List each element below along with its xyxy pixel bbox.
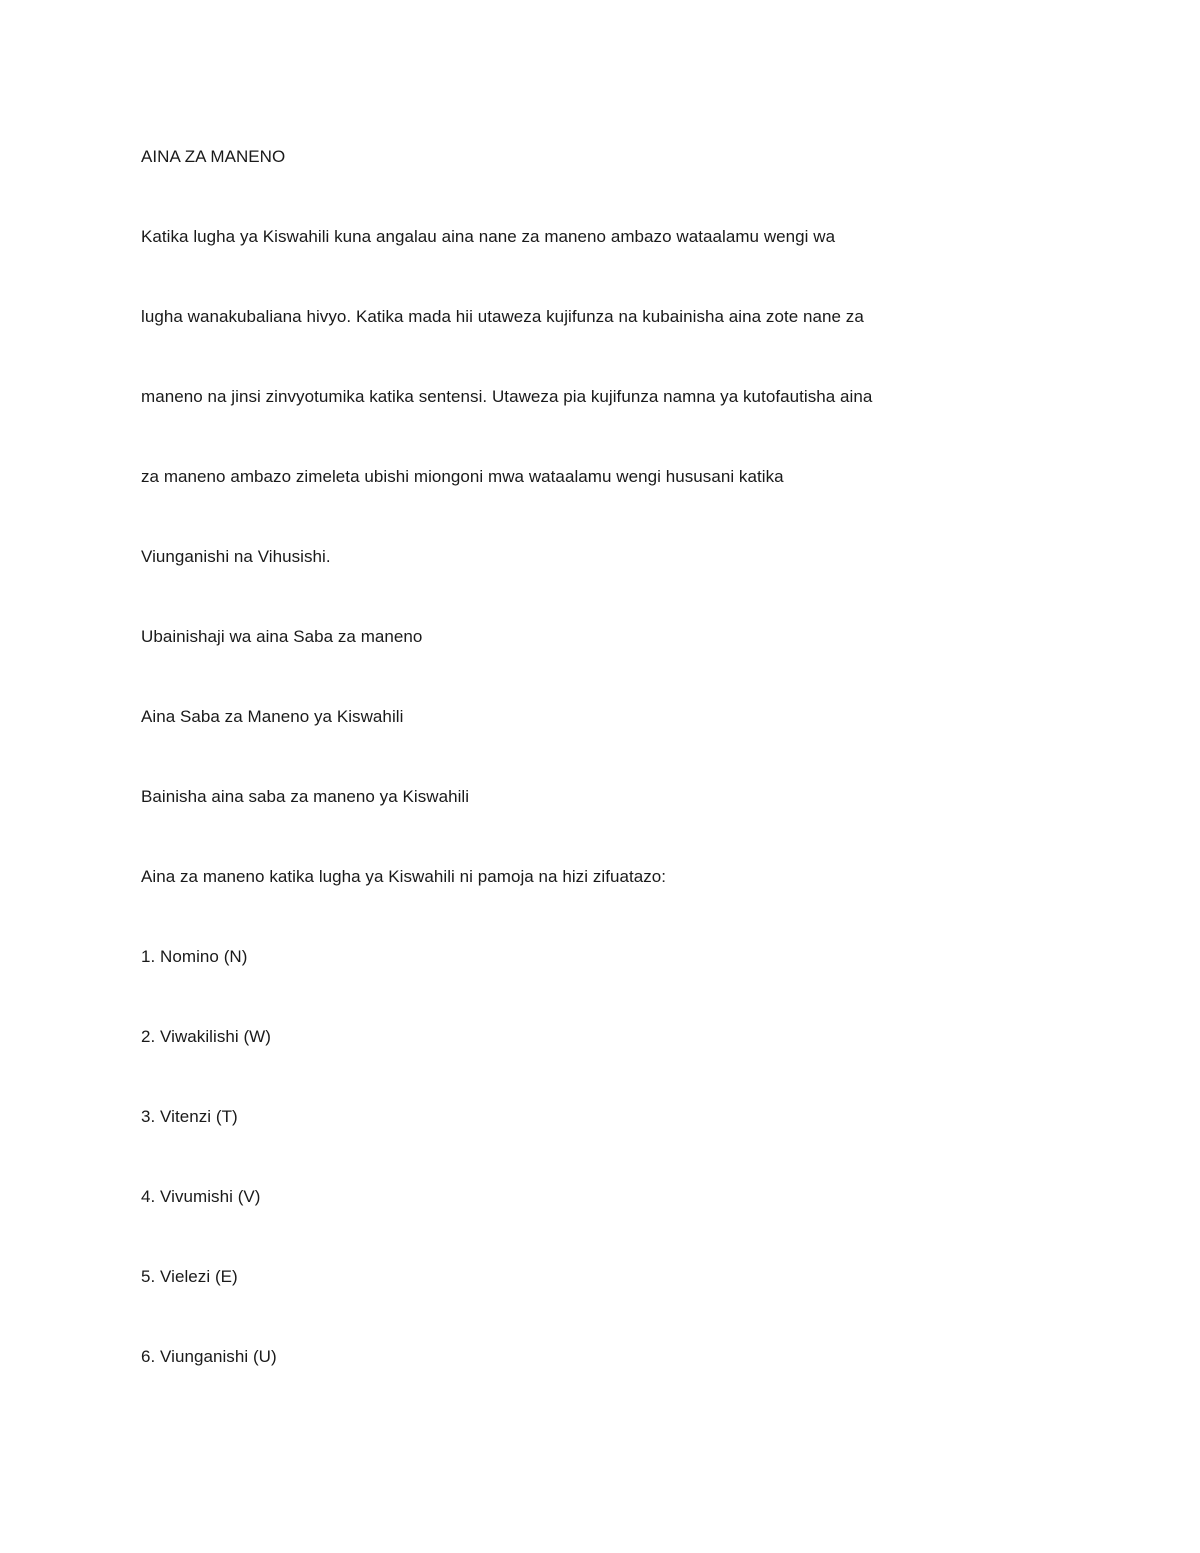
subheading-aina-saba: Aina Saba za Maneno ya Kiswahili <box>141 707 404 726</box>
list-item-viwakilishi: 2. Viwakilishi (W) <box>141 1027 271 1046</box>
paragraph-line-2: lugha wanakubaliana hivyo. Katika mada hii utaweza kujifunza na kubainisha aina zote nane za <box>141 307 864 326</box>
paragraph-line-5: Viunganishi na Vihusishi. <box>141 547 331 566</box>
paragraph-line-4: za maneno ambazo zimeleta ubishi miongoni mwa wataalamu wengi hususani katika <box>141 467 784 486</box>
paragraph-line-3: maneno na jinsi zinvyotumika katika sentensi. Utaweza pia kujifunza namna ya kutofautisha aina <box>141 387 873 406</box>
subheading-bainisha: Bainisha aina saba za maneno ya Kiswahili <box>141 787 470 806</box>
paragraph-line-1: Katika lugha ya Kiswahili kuna angalau aina nane za maneno ambazo wataalamu wengi wa <box>141 227 836 246</box>
list-item-viunganishi: 6. Viunganishi (U) <box>141 1347 277 1366</box>
list-intro: Aina za maneno katika lugha ya Kiswahili ni pamoja na hizi zifuatazo: <box>141 867 667 886</box>
document-title: AINA ZA MANENO <box>141 147 286 166</box>
list-item-vielezi: 5. Vielezi (E) <box>141 1267 238 1286</box>
list-item-vitenzi: 3. Vitenzi (T) <box>141 1107 238 1126</box>
subheading-ubainishaji: Ubainishaji wa aina Saba za maneno <box>141 627 423 646</box>
list-item-nomino: 1. Nomino (N) <box>141 947 248 966</box>
list-item-vivumishi: 4. Vivumishi (V) <box>141 1187 261 1206</box>
